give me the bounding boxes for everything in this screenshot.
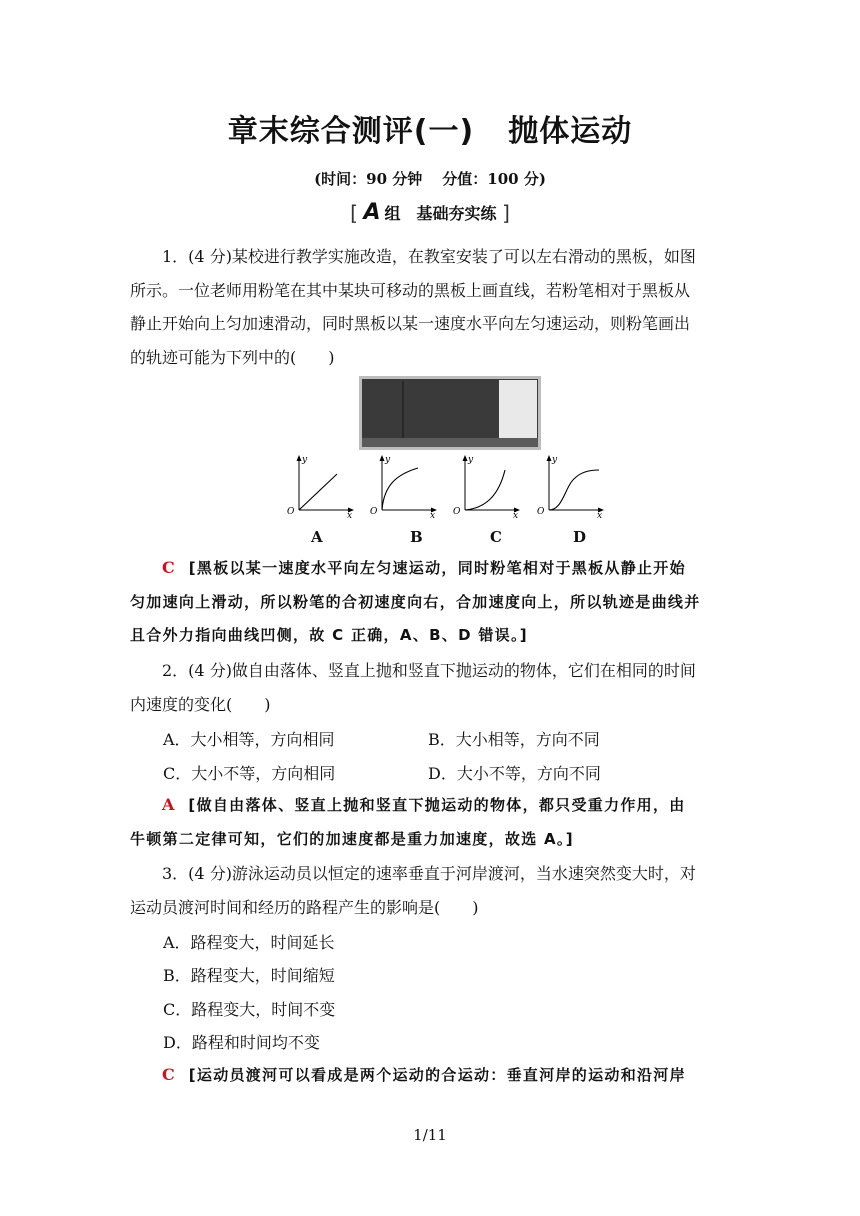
graph-d	[537, 452, 609, 518]
explanation-line: [做自由落体、竖直上抛和竖直下抛运动的物体，都只受重力作用，由	[188, 796, 686, 814]
figure-label-a: A	[311, 528, 323, 546]
group-letter: A	[363, 200, 381, 225]
trajectory-curve	[382, 468, 418, 510]
option-c[interactable]: C．路程变大，时间不变	[163, 1000, 336, 1019]
title-topic: 抛体运动	[508, 114, 633, 149]
figure-label-c: C	[490, 528, 502, 546]
origin-label: O	[287, 507, 295, 517]
x-axis-label: x	[430, 511, 436, 518]
answer-1	[130, 551, 730, 653]
option-a[interactable]: A．路程变大，时间延长	[163, 933, 335, 952]
origin-label: O	[370, 507, 378, 517]
answer-letter: C	[162, 558, 175, 577]
option-b[interactable]: B．路程变大，时间缩短	[163, 966, 335, 985]
trajectory-curve	[465, 470, 505, 510]
explanation-line: 牛顿第二定律可知，它们的加速度都是重力加速度，故选 A。]	[130, 829, 574, 848]
graph-a	[287, 452, 359, 518]
question-3-line: 运动员渡河时间和经历的路程产生的影响是( )	[130, 897, 479, 917]
answer-letter: C	[162, 1065, 175, 1084]
question-2-line: 内速度的变化( )	[130, 694, 271, 714]
trajectory-line	[299, 474, 337, 510]
y-axis-label: y	[302, 455, 308, 465]
answer-letter: A	[162, 795, 175, 814]
option-d[interactable]: D．大小不等，方向不同	[428, 764, 601, 783]
origin-label: O	[537, 507, 545, 517]
question-1-line: 1．(4 分)某校进行教学实施改造，在教室安装了可以左右滑动的黑板，如图	[162, 247, 696, 266]
x-axis-label: x	[347, 511, 353, 518]
question-1-line: 静止开始向上匀加速滑动，同时黑板以某一速度水平向左匀速运动，则粉笔画出	[130, 314, 691, 333]
explanation-line: 匀加速向上滑动，所以粉笔的合初速度向右，合加速度向上，所以轨迹是曲线并	[130, 592, 701, 611]
answer-3	[130, 1058, 730, 1093]
graph-b	[370, 452, 442, 518]
title-main: 章末综合测评(一)	[227, 114, 475, 149]
question-3-line: 3．(4 分)游泳运动员以恒定的速率垂直于河岸渡河，当水速突然变大时，对	[162, 864, 696, 883]
blackboard-photo	[359, 376, 541, 450]
exam-info	[0, 168, 860, 189]
question-1-line: 的轨迹可能为下列中的( )	[130, 347, 335, 367]
y-arrow-icon	[297, 455, 302, 461]
figure-label-d: D	[573, 528, 587, 546]
y-arrow-icon	[547, 455, 552, 461]
question-1-line: 所示。一位老师用粉笔在其中某块可移动的黑板上画直线，若粉笔相对于黑板从	[130, 280, 691, 300]
x-axis-label: x	[597, 511, 603, 518]
graph-c	[453, 452, 525, 518]
x-axis-label: x	[513, 511, 519, 518]
figure-label-b: B	[410, 528, 423, 546]
origin-label: O	[453, 507, 461, 517]
explanation-line: [运动员渡河可以看成是两个运动的合运动：垂直河岸的运动和沿河岸	[188, 1066, 686, 1084]
page-title	[0, 106, 860, 150]
y-axis-label: y	[385, 455, 391, 465]
question-2-line: 2．(4 分)做自由落体、竖直上抛和竖直下抛运动的物体，它们在相同的时间	[162, 661, 696, 680]
option-a[interactable]: A．大小相等，方向相同	[163, 730, 335, 749]
y-axis-label: y	[552, 455, 558, 465]
bracket-open: [	[350, 201, 358, 225]
board-white-panel	[499, 380, 537, 446]
y-axis-label: y	[468, 455, 474, 465]
explanation-line: [黑板以某一速度水平向左匀速运动，同时粉笔相对于黑板从静止开始	[188, 559, 686, 577]
y-arrow-icon	[463, 455, 468, 461]
y-arrow-icon	[380, 455, 385, 461]
exam-score: 分值：100 分)	[442, 170, 546, 188]
question-2	[130, 654, 730, 721]
answer-2	[130, 788, 730, 856]
section-heading	[0, 200, 860, 225]
option-c[interactable]: C．大小不等，方向相同	[163, 764, 336, 783]
question-1	[130, 240, 730, 374]
page-number: 1/11	[413, 1126, 447, 1144]
chalk-tray	[362, 438, 538, 447]
option-d[interactable]: D．路程和时间均不变	[163, 1033, 320, 1052]
trajectory-curve	[549, 470, 599, 510]
bracket-close: ]	[502, 201, 510, 225]
option-b[interactable]: B．大小相等，方向不同	[428, 730, 600, 749]
question-3	[130, 857, 730, 924]
explanation-line: 且合外力指向曲线凹侧，故 C 正确，A、B、D 错误。]	[130, 626, 528, 644]
exam-time: (时间：90 分钟	[314, 170, 423, 188]
group-title: 组 基础夯实练	[384, 204, 497, 223]
